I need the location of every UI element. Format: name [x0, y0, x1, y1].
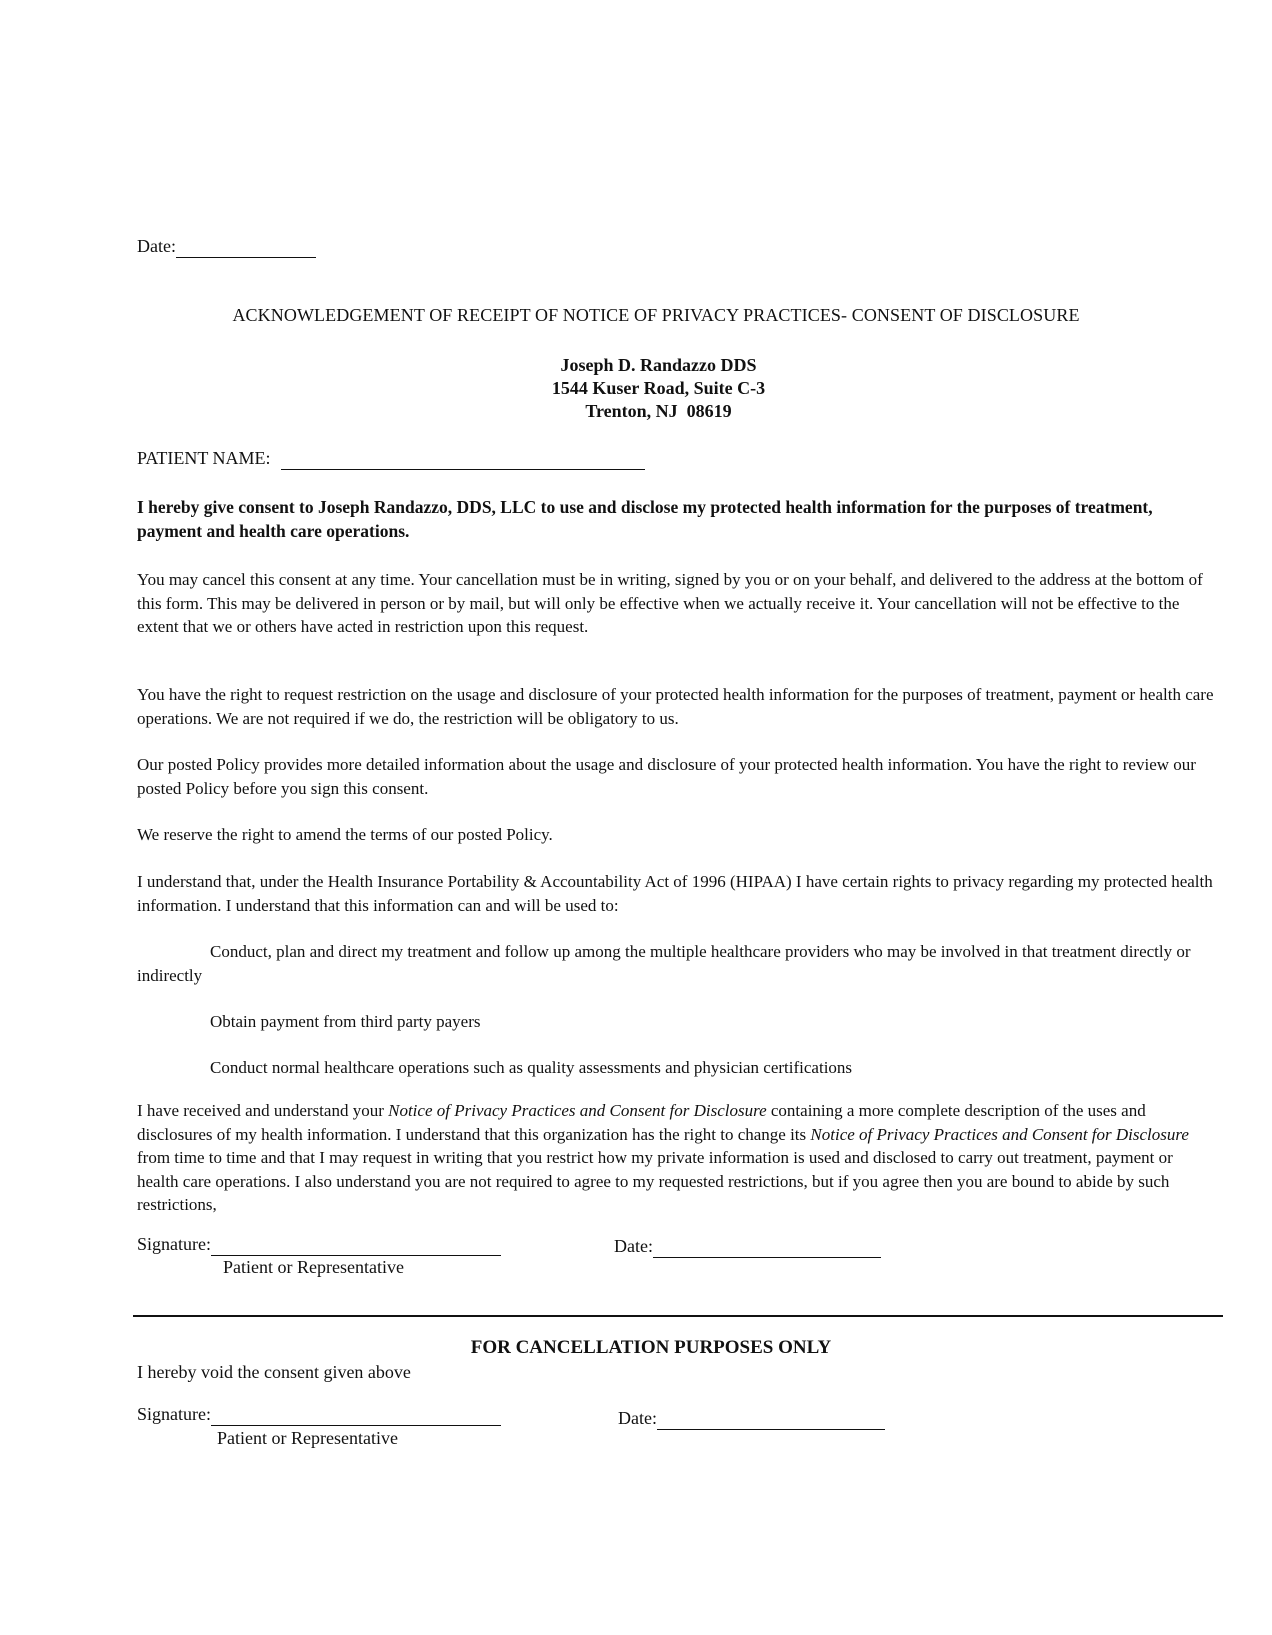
provider-address-line1: 1544 Kuser Road, Suite C-3 — [551, 378, 766, 398]
cancellation-paragraph: You may cancel this consent at any time. Your cancellation must be in writing, signed by you or on your behalf, and delivered to the address at the bottom of this form. This may be delivered in person or by mail, but will only be effective when we actually receive it. Your cancellation will not be effective to the extent that we or others have acted in restriction upon this request. — [137, 570, 1203, 636]
provider-name: Joseph D. Randazzo DDS — [560, 355, 757, 375]
acknowledgement-paragraph — [137, 1099, 1217, 1217]
cancellation-signature-field — [137, 1404, 501, 1426]
signature-label: Signature: — [137, 1234, 211, 1254]
header-date-label: Date: — [137, 236, 176, 256]
consent-statement: I hereby give consent to Joseph Randazzo, DDS, LLC to use and disclose my protected health information for the purposes of treatment, payment and health care operations. — [137, 497, 1153, 541]
cancellation-signature-subcaption: Patient or Representative — [217, 1428, 398, 1448]
cancellation-date-field — [618, 1408, 885, 1430]
patient-name-blank[interactable] — [281, 448, 645, 470]
cancellation-date-label: Date: — [618, 1408, 657, 1428]
patient-name-field — [137, 448, 645, 470]
header-date-field — [137, 236, 316, 258]
signature-subcaption: Patient or Representative — [223, 1257, 404, 1277]
provider-address-line2: Trenton, NJ 08619 — [585, 401, 732, 421]
provider-block — [0, 354, 1272, 423]
hipaa-paragraph: I understand that, under the Health Insurance Portability & Accountability Act of 1996 (HIPAA) I have certain rights to privacy regarding my protected health information. I understand that this information can and will be used to: — [137, 872, 1213, 915]
signature-blank[interactable] — [211, 1234, 501, 1256]
cancellation-date-blank[interactable] — [657, 1408, 885, 1430]
restriction-paragraph: You have the right to request restriction on the usage and disclosure of your protected health information for the purposes of treatment, payment or health care operations. We are not required if we do, the restriction will be obligatory to us. — [137, 685, 1214, 728]
signature-date-label: Date: — [614, 1236, 653, 1256]
cancellation-title: FOR CANCELLATION PURPOSES ONLY — [470, 1337, 832, 1358]
signature-field — [137, 1234, 501, 1256]
section-divider — [133, 1315, 1223, 1317]
form-title: ACKNOWLEDGEMENT OF RECEIPT OF NOTICE OF PRIVACY PRACTICES- CONSENT OF DISCLOSURE — [232, 305, 1080, 325]
use-item-payment: Obtain payment from third party payers — [210, 1012, 481, 1031]
ack-notice-title-2: Notice of Privacy Practices and Consent for Disclosure — [810, 1124, 1189, 1144]
cancellation-signature-label: Signature: — [137, 1404, 211, 1424]
void-consent-text: I hereby void the consent given above — [137, 1362, 411, 1382]
ack-text-2: containing a more complete description of the uses and disclosures of my health information. I understand that this organization has the right to change its — [137, 1101, 1146, 1144]
cancellation-signature-blank[interactable] — [211, 1404, 501, 1426]
ack-text-1: I have received and understand your — [137, 1101, 389, 1120]
patient-name-label: PATIENT NAME: — [137, 448, 271, 468]
ack-text-3: from time to time and that I may request in writing that you restrict how my private information is used and disclosed to carry out treatment, payment or health care operations. I also understand you are not required to agree to my requested restrictions, but if you agree then you are bound to abide by such restrictions, — [137, 1148, 1173, 1214]
use-item-operations: Conduct normal healthcare operations such as quality assessments and physician certifications — [210, 1058, 853, 1077]
signature-date-blank[interactable] — [653, 1236, 881, 1258]
policy-paragraph: Our posted Policy provides more detailed information about the usage and disclosure of your protected health information. You have the right to review our posted Policy before you sign this consent. — [137, 755, 1196, 798]
amend-paragraph: We reserve the right to amend the terms of our posted Policy. — [137, 825, 553, 844]
header-date-blank[interactable] — [176, 236, 316, 258]
ack-notice-title-1: Notice of Privacy Practices and Consent for Disclosure — [388, 1101, 767, 1120]
signature-date-field — [614, 1236, 881, 1258]
use-item-treatment: Conduct, plan and direct my treatment and follow up among the multiple healthcare providers who may be involved in that treatment directly or indirectly — [137, 942, 1191, 985]
